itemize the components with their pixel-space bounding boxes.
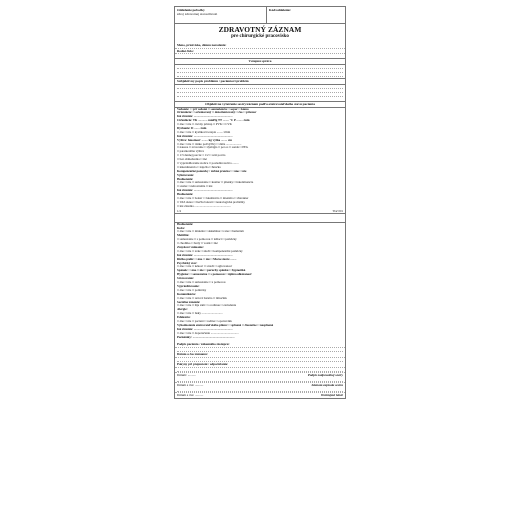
assessment-row[interactable]: Poznámky: ......................................................	[177, 335, 235, 339]
assessment-row[interactable]: Výživa: hmotnosť ........ kg výška ........ cm	[177, 138, 232, 142]
section-admission: Vstupná správa	[175, 58, 345, 64]
assessment-row[interactable]: Spánok: □ áno □ nie □ poruchy spánku □ hypnotiká	[177, 269, 246, 273]
assessment-row[interactable]: □ áno □ nie □ rečová bariéra □ tlmočník	[177, 296, 227, 300]
signature-date: Dátum: ..........	[177, 372, 196, 377]
assessment-row[interactable]: Zmyslové vnímanie:	[177, 246, 204, 250]
facility-cell	[175, 7, 267, 23]
assessment-row[interactable]: □ bez obmedzenia □ iné	[177, 158, 207, 162]
signature-row[interactable]	[175, 392, 345, 398]
assessment-row[interactable]: Psychický stav:	[177, 261, 198, 265]
assessment-row[interactable]: Vyprázdňovanie:	[177, 284, 200, 288]
assessment-row[interactable]: □ iné zistenia ...............................................	[177, 204, 231, 208]
section-subjective: Subjektívny popis problému / pacientovi problém	[175, 78, 345, 84]
form-header	[175, 7, 345, 24]
section-objective: Objektívne vyšetrenie sestry/záznam podľa ošetrovateľského stavu pacienta	[175, 101, 345, 107]
form-title: ZDRAVOTNÝ ZÁZNAM	[218, 25, 302, 34]
facility-name-label: Oddelenie pobočky	[177, 8, 205, 12]
signature-date: Dátum a čas: ..........	[177, 393, 204, 398]
footer-field[interactable]: Dátum a čas záznamu:	[175, 352, 345, 358]
facility-sub-label: zdroj zdravotnej starostlivosti	[177, 12, 218, 16]
assessment-row[interactable]: □ áno □ nie □ pomôcky	[177, 288, 207, 292]
assessment-row[interactable]: □ áno □ nie □ intaktná □ dekubitus □ rana □ hematóm	[177, 230, 244, 234]
assessment-row[interactable]: □ áno □ nie □ samostatne □ s pomocou	[177, 281, 226, 285]
assessment-row[interactable]: Orientácia: □ orientovaný □ dezorientovaný □ čas □ priestor	[177, 111, 257, 115]
page-number-left: 1/4	[177, 208, 181, 213]
patient-name-label: Meno, priezvisko, dátum narodenia:	[177, 43, 227, 47]
birth-number-label: Rodné číslo:	[177, 48, 194, 53]
assessment-row[interactable]: Cirkulácia: TK ............ mmHg TT ........ °C P ........ /min	[177, 119, 250, 123]
code-cell	[267, 7, 345, 23]
assessment-row[interactable]: Edukácia:	[177, 316, 191, 320]
assessment-row[interactable]: □ parenterálna výživa	[177, 150, 204, 154]
assessment-row[interactable]: Hodnotenie:	[177, 177, 194, 181]
assessment-row[interactable]: □ VAS skóre □ liečba bolesti □ neurologické problémy	[177, 200, 245, 204]
assessment-row[interactable]: □ áno □ nie □ cievny prístup □ PVK □ CVK	[177, 123, 232, 127]
footer-fields	[175, 342, 345, 371]
assessment-row[interactable]: □ áno □ nie □ úzkosť □ strach □ agitovanosť	[177, 265, 233, 269]
page-number-right: Tlač 001	[332, 208, 343, 213]
assessment-row[interactable]: □ áno □ nie □ zrak □ sluch □ kompenzačné pomôcky	[177, 249, 243, 253]
admission-line[interactable]	[177, 73, 343, 77]
assessment-row[interactable]: □ áno □ nie □ žije sám □ s rodinou □ zariadenie	[177, 304, 237, 308]
assessment-row[interactable]: Iné zistenia: ..................................................	[177, 189, 233, 193]
assessment-row[interactable]: □ 1/3 dennej porcie □ 1/2 □ celá porcia	[177, 154, 226, 158]
assessment-row[interactable]: □ chodítko □ barly □ vozík □ iné	[177, 242, 218, 246]
assessment-row[interactable]: Kompenzačné pomôcky / zubná protéza: □ áno □ nie	[177, 169, 247, 173]
assessment-row[interactable]: □ vyprázdňovanie stolice □ posledná stolica ........	[177, 162, 239, 165]
footer-field[interactable]: Podpis pacienta / zákonného zástupcu:	[175, 342, 345, 348]
assessment-row[interactable]: □ áno □ nie □ pacient □ rodina □ opatrovník	[177, 319, 232, 323]
signature-nurse: Podpis zodpovednej sestry	[307, 372, 343, 377]
assessment-row[interactable]: □ stoma □ nefrostómia □ iné	[177, 185, 213, 189]
page-fold	[175, 213, 345, 223]
assessment-row[interactable]: Vylučovanie:	[177, 173, 195, 177]
assessment-row[interactable]: Iné zistenia: ..................................................	[177, 327, 233, 331]
assessment-row[interactable]: Mobilita:	[177, 234, 190, 238]
assessment-row[interactable]: Vyhodnotenie ošetrovateľského plánu: □ splnené □ čiastočne □ nesplnené	[177, 323, 274, 327]
assessment-block-2	[175, 223, 345, 340]
assessment-row[interactable]: □ áno □ nie □ doporučenie ....................................	[177, 331, 239, 335]
assessment-row[interactable]: Hygiena: □ samostatne □ s pomocou □ úplná odkázanosť	[177, 273, 252, 277]
code-label: Kód/oddelenie:	[269, 8, 292, 12]
assessment-block-1	[175, 108, 345, 209]
assessment-row[interactable]: Hodnotenie:	[177, 193, 194, 197]
assessment-row[interactable]: Hodnotenie:	[177, 222, 194, 226]
assessment-row[interactable]: Iné zistenia: ..................................................	[177, 253, 233, 257]
assessment-row[interactable]: Iné zistenia: ..................................................	[177, 115, 233, 119]
assessment-row[interactable]: Sociálne zázemie:	[177, 300, 201, 304]
assessment-row[interactable]: Alergie:	[177, 308, 188, 312]
assessment-row[interactable]: □ samostatne □ s pomocou □ ležiaci □ pomôcky	[177, 238, 237, 242]
assessment-row[interactable]: Riziko pádu: □ áno □ nie □ Morse skóre ........	[177, 257, 237, 261]
signature-date: Dátum a čas: ..........	[177, 382, 204, 387]
assessment-row[interactable]: Koža:	[177, 226, 185, 230]
assessment-row[interactable]: Dýchanie: D ....... /min	[177, 126, 207, 130]
assessment-row[interactable]: □ áno □ nie □ samostatne □ katéter □ plienky □ inkontinencia	[177, 181, 254, 185]
assessment-row[interactable]: □ áno □ nie □ lieky ...........................	[177, 312, 223, 316]
assessment-row[interactable]: Iné zistenia: ..................................................	[177, 134, 233, 138]
assessment-row[interactable]: Stravovanie:	[177, 277, 194, 281]
footer-field[interactable]: Pokyny pri prepustení / odporúčania:	[175, 362, 345, 368]
assessment-row[interactable]: □ áno □ nie □ kyslíková terapia ........ l/min	[177, 130, 231, 134]
signature-doctor: Ošetrujúci lekár	[320, 393, 343, 398]
record-form	[174, 6, 346, 399]
assessment-row[interactable]: □ inkontinencia □ zápcha □ hnačka	[177, 165, 221, 169]
assessment-row[interactable]: □ áno □ nie □ riziko podvýživy □ diéta ....................	[177, 142, 242, 146]
assessment-row[interactable]: Vedomie: □ pri vedomí □ somnolencia □ sopor □ kóma	[177, 107, 249, 111]
form-subtitle: pre chirurgické pracovisko	[231, 34, 289, 39]
assessment-row[interactable]: □ nauzea □ zvracanie □ dysfágia □ per os □ sonda □ PEG	[177, 146, 249, 150]
assessment-row[interactable]: Komunikácia:	[177, 292, 196, 296]
assessment-row[interactable]: □ áno □ nie □ bolesť □ lokalizácia □ intenzita □ charakter	[177, 197, 249, 201]
signature-nurse: Záznam zapísala sestra	[311, 382, 343, 387]
